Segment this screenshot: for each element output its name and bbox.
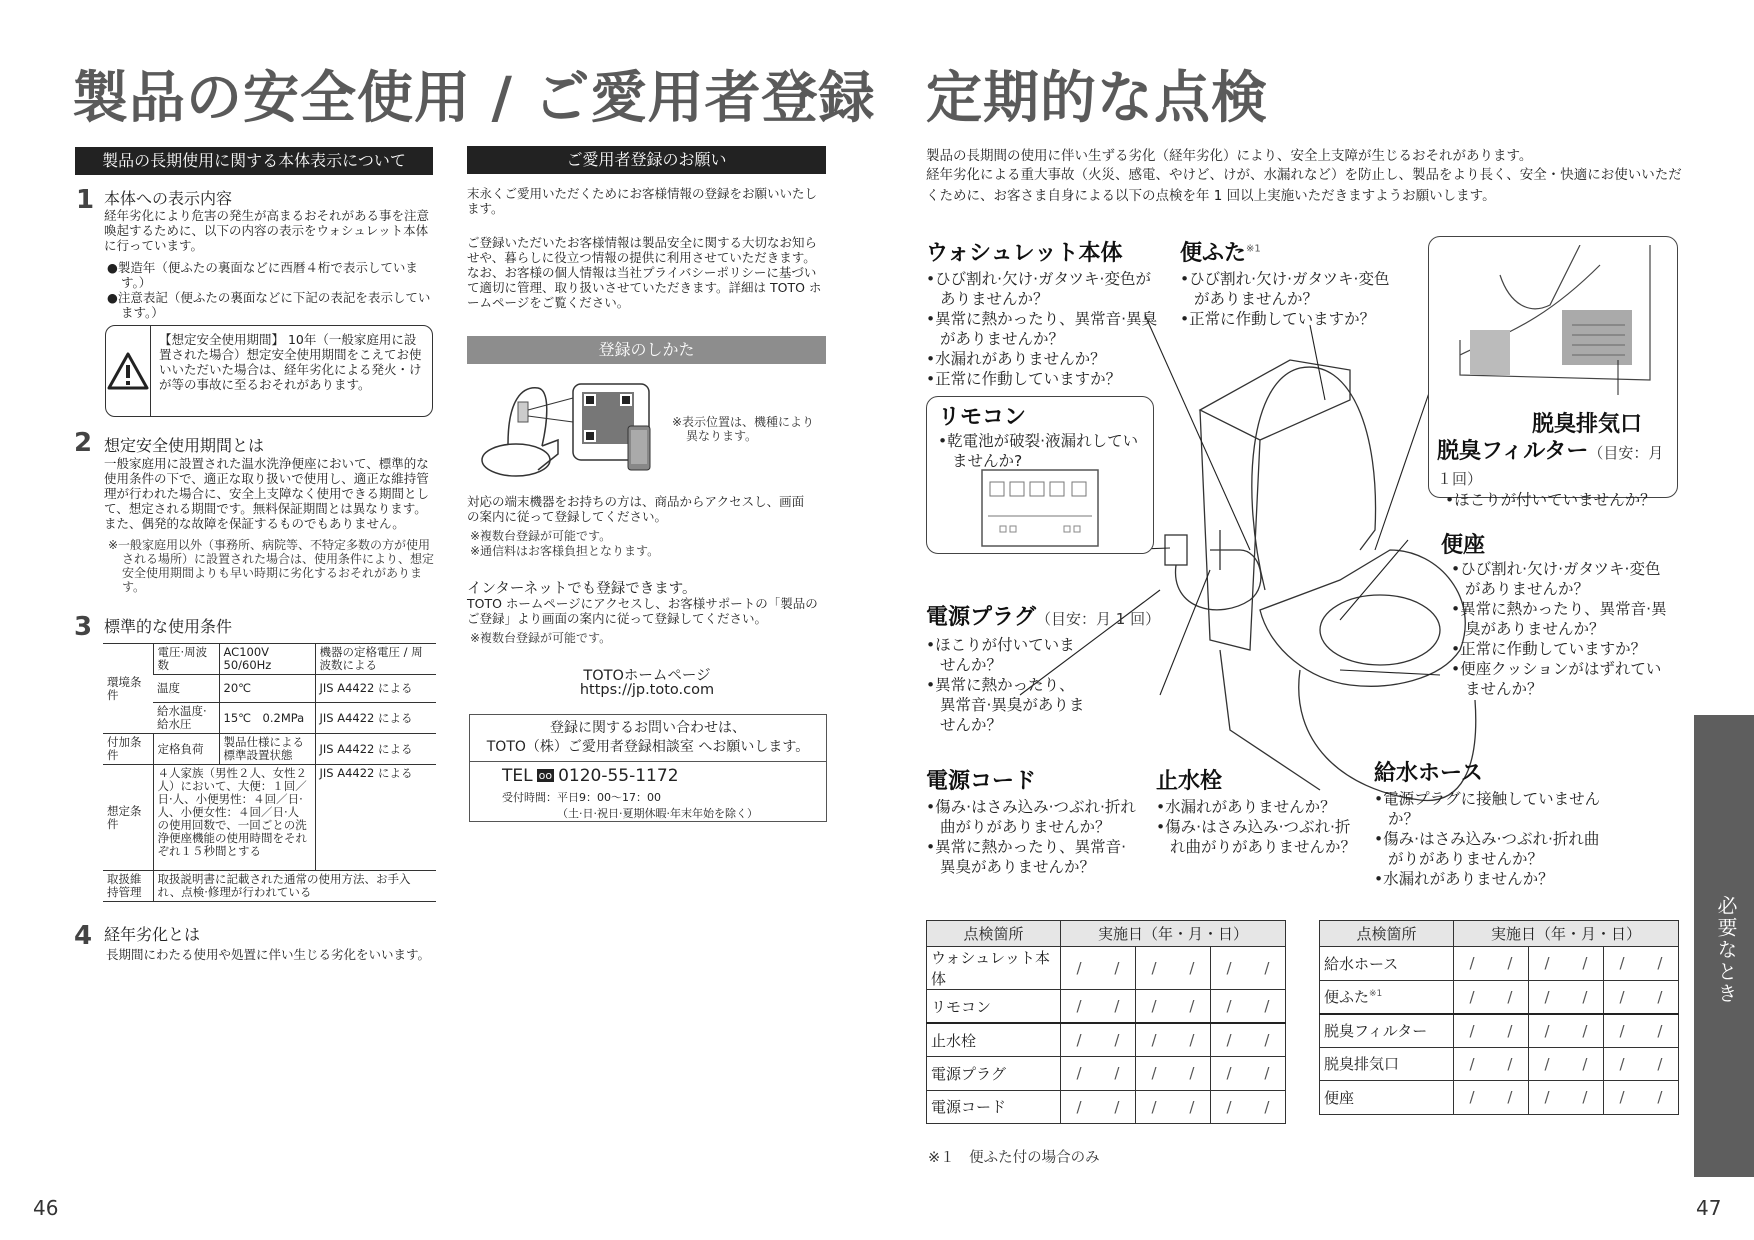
warning-label-box [105, 325, 433, 417]
col-location: 点検箇所 [927, 921, 1061, 947]
assume-condition-label: 想定条件 [103, 765, 153, 871]
add-condition-label: 付加条件 [103, 734, 153, 765]
location-note: ※表示位置は、機種により異なります。 [672, 415, 815, 443]
freedial-icon: oo [538, 769, 553, 782]
date-cell[interactable]: / / [1136, 1023, 1211, 1057]
section-4-body: 長期間にわたる使用や処置に伴い生じる劣化をいいます。 [106, 947, 431, 962]
section-1-number: 1 [76, 185, 95, 215]
date-cell[interactable]: / / [1604, 947, 1679, 981]
date-cell[interactable]: / / [1211, 947, 1286, 990]
internet-heading: インターネットでも登録できます。 [467, 581, 697, 597]
date-cell[interactable]: / / [1061, 947, 1136, 990]
table-row [927, 990, 1286, 1024]
device-note-1: ※複数台登録が可能です。 [470, 529, 612, 543]
date-cell[interactable]: / / [1454, 980, 1529, 1014]
stop-valve-item-2: •傷み·はさみ込み·つぶれ·折れ曲がりがありませんか？ [1156, 818, 1357, 856]
footnote: ※１ 便ふた付の場合のみ [928, 1150, 1100, 1166]
col-location: 点検箇所 [1320, 921, 1454, 947]
seat-heading: 便座 [1441, 533, 1486, 558]
row-label: 脱臭フィルター [1320, 1014, 1454, 1048]
date-cell[interactable]: / / [1211, 1023, 1286, 1057]
stop-valve-heading: 止水栓 [1156, 769, 1223, 794]
date-cell[interactable]: / / [1604, 980, 1679, 1014]
date-cell[interactable]: / / [1061, 990, 1136, 1024]
power-plug-item-2: •異常に熱かったり、異常音·異臭がありませんか？ [926, 676, 1085, 734]
contact-line-2: TOTO（株）ご愛用者登録相談室 へお願いします。 [486, 739, 810, 755]
intro-line-1: 製品の長期間の使用に伴い生ずる劣化（経年劣化）により、安全上支障が生じるおそれがあります。 [926, 148, 1533, 164]
date-cell[interactable]: / / [1211, 1057, 1286, 1091]
table-row [927, 1023, 1286, 1057]
registration-p2: ご登録いただいたお客様情報は製品安全に関する大切なお知らせや、暮らしに役立つ情報の提供に利用させていただきます。なお、お客様の個人情報は当社プライバシーポリシーに基づいて適切に管理、取り扱いさせていただきます。詳細は TOTO ホームページをご覧ください。 [467, 235, 822, 310]
date-cell[interactable]: / / [1529, 947, 1604, 981]
date-cell[interactable]: / / [1211, 1090, 1286, 1124]
remote-item-1: •乾電池が破裂·液漏れしていませんか? [938, 432, 1139, 470]
row-label-text: 便ふた [1324, 988, 1370, 1006]
deodor-filter-interval: （目安：月１回） [1437, 444, 1664, 488]
date-cell[interactable]: / / [1604, 1014, 1679, 1048]
washlet-item-4: •正常に作動していますか？ [926, 370, 1122, 388]
remote-callout [938, 400, 1153, 471]
date-cell[interactable]: / / [1529, 980, 1604, 1014]
power-cord-item-1: •傷み·はさみ込み·つぶれ·折れ曲がりがありませんか？ [926, 798, 1136, 836]
date-cell[interactable]: / / [1136, 1057, 1211, 1091]
table-row [1320, 947, 1679, 981]
date-cell[interactable]: / / [1529, 1014, 1604, 1048]
row-label: 止水栓 [927, 1023, 1061, 1057]
date-cell[interactable]: / / [1136, 947, 1211, 990]
col-date: 実施日（年・月・日） [1454, 921, 1679, 947]
section-2-note: ※一般家庭用以外（事務所、病院等、不特定多数の方が使用される場所）に設置された場合は、使用条件により、想定安全使用期間よりも早い時期に劣化するおそれがあります。 [108, 538, 435, 594]
power-plug-item-1: •ほこりが付いていませんか？ [926, 636, 1075, 674]
washlet-item-2: •異常に熱かったり、異常音·異臭がありませんか？ [926, 310, 1158, 348]
water-hose-item-3: •水漏れがありませんか？ [1374, 870, 1554, 888]
registration-bar: ご愛用者登録のお願い [467, 146, 826, 174]
stop-valve-callout [1156, 764, 1356, 857]
row-label: 電源プラグ [927, 1057, 1061, 1091]
how-to-register-bar: 登録のしかた [467, 336, 826, 364]
section-4-heading: 経年劣化とは [104, 925, 201, 944]
remote-illustration [980, 468, 1100, 552]
cell: 定格負荷 [153, 734, 219, 765]
table-row [1320, 1047, 1679, 1081]
tel-line[interactable] [502, 766, 794, 786]
footnote-mark: ※1 [1369, 989, 1383, 999]
power-plug-callout [926, 600, 1161, 735]
warning-triangle-icon [106, 326, 151, 416]
lid-heading: 便ふた [1180, 241, 1247, 266]
device-note-2: ※通信料はお客様負担となります。 [470, 544, 660, 558]
section-1-bullet-2: ●注意表記（便ふたの裏面などに下記の表記を表示しています。） [107, 290, 431, 320]
cell: ４人家族（男性２人、女性２人）において、大便：１回／日·人、小便男性：４回／日·人、小便女性：４回／日·人の使用回数で、一回ごとの洗浄便座機能の使用時間をそれぞれ１５秒間とする [153, 765, 315, 871]
date-cell[interactable]: / / [1604, 1047, 1679, 1081]
power-cord-callout [926, 764, 1136, 877]
date-cell[interactable]: / / [1211, 990, 1286, 1024]
homepage-url[interactable]: https://jp.toto.com [579, 682, 715, 698]
right-page-title: 定期的な点検 [926, 66, 1268, 131]
deodorizer-illustration [1440, 245, 1670, 399]
closed-days: （土·日·祝日·夏期休暇·年末年始を除く） [557, 807, 758, 820]
reception-hours: 受付時間：平日9：00～17：00 [502, 791, 661, 804]
cell: JIS A4422 による [315, 734, 436, 765]
internet-note: ※複数台登録が可能です。 [470, 631, 612, 645]
qr-code-illustration [478, 380, 668, 480]
cell: 取扱説明書に記載された通常の使用方法、お手入れ、点検·修理が行われている [153, 871, 436, 902]
cell: 給水温度·給水圧 [153, 703, 219, 734]
seat-callout [1441, 528, 1671, 699]
lid-item-2: •正常に作動していますか？ [1180, 310, 1376, 328]
seat-item-4: •便座クッションがはずれていませんか？ [1451, 660, 1662, 698]
tel-label: TEL [502, 766, 533, 786]
long-term-use-bar: 製品の長期使用に関する本体表示について [75, 147, 433, 175]
table-row [1320, 1014, 1679, 1048]
table-row [927, 1057, 1286, 1091]
date-cell[interactable]: / / [1061, 1090, 1136, 1124]
row-label: 給水ホース [1320, 947, 1454, 981]
cell: JIS A4422 による [315, 765, 436, 871]
seat-item-2: •異常に熱かったり、異常音·異臭がありませんか？ [1451, 600, 1667, 638]
washlet-item-1: •ひび割れ·欠け·ガタツキ·変色がありませんか？ [926, 270, 1151, 308]
date-cell[interactable]: / / [1454, 1047, 1529, 1081]
power-plug-heading: 電源プラグ [926, 605, 1037, 630]
section-1-bullet-1: ●製造年（便ふたの裏面などに西暦４桁で表示しています。） [107, 260, 418, 290]
deodor-filter-heading: 脱臭フィルター [1437, 439, 1589, 464]
cell: JIS A4422 による [315, 675, 436, 703]
table-row [1320, 1081, 1679, 1115]
row-label: 脱臭排気口 [1320, 1047, 1454, 1081]
homepage-label: TOTOホームページ [583, 668, 711, 684]
date-cell[interactable]: / / [1136, 990, 1211, 1024]
date-cell[interactable]: / / [1529, 1081, 1604, 1115]
section-1-body: 経年劣化により危害の発生が高まるおそれがある事を注意喚起するために、以下の内容の表示をウォシュレット本体に行っています。 [104, 208, 430, 253]
section-3-number: 3 [74, 612, 93, 642]
intro-line-2: 経年劣化による重大事故（火災、感電、やけど、けが、水漏れなど）を防止し、製品をより長く、安全・快適にお使いいただくために、お客さま自身による以下の点検を年 1 回以上実施いただきますようお願いします。 [926, 167, 1682, 204]
cell: 機器の定格電圧 / 周波数による [315, 644, 436, 675]
table-row [927, 1090, 1286, 1124]
cell: AC100V 50/60Hz [219, 644, 315, 675]
date-cell[interactable]: / / [1529, 1047, 1604, 1081]
table-row [927, 947, 1286, 990]
row-label [1320, 980, 1454, 1014]
date-cell[interactable]: / / [1454, 947, 1529, 981]
row-label: 便座 [1320, 1081, 1454, 1115]
row-label: リモコン [927, 990, 1061, 1024]
lid-callout [1180, 236, 1390, 329]
usage-conditions-table [103, 643, 436, 902]
table-row [1320, 980, 1679, 1014]
water-hose-heading: 給水ホース [1374, 761, 1483, 786]
water-hose-callout [1374, 756, 1614, 889]
row-label: ウォシュレット本体 [927, 947, 1061, 990]
lid-footnote-mark: ※1 [1246, 243, 1261, 255]
power-plug-interval: （目安：月 1 回） [1036, 610, 1161, 628]
power-cord-heading: 電源コード [926, 769, 1037, 794]
side-tab-label: 必要なとき [1714, 895, 1738, 1005]
deodor-filter-callout [1437, 434, 1677, 510]
maintenance-label: 取扱維持管理 [103, 871, 153, 902]
seat-item-1: •ひび割れ·欠け·ガタツキ·変色がありませんか？ [1451, 560, 1661, 598]
inspection-table-left [926, 920, 1286, 1124]
warning-text: 【想定安全使用期間】 10年（一般家庭用に設置された場合）想定安全使用期間をこえてお使いいただいた場合は、経年劣化による発火・けが等の事故に至るおそれがあります。 [159, 332, 422, 392]
cell: JIS A4422 による [315, 703, 436, 734]
washlet-body-callout [926, 236, 1166, 389]
stop-valve-item-1: •水漏れがありませんか？ [1156, 798, 1336, 816]
washlet-item-3: •水漏れがありませんか？ [926, 350, 1106, 368]
date-cell[interactable]: / / [1454, 1014, 1529, 1048]
date-cell[interactable]: / / [1136, 1090, 1211, 1124]
contact-box [469, 714, 827, 822]
section-1-heading: 本体への表示内容 [104, 189, 233, 208]
deodor-filter-item-1: •ほこりが付いていませんか？ [1445, 491, 1656, 509]
registration-p1: 末永くご愛用いただくためにお客様情報の登録をお願いいたします。 [467, 186, 818, 216]
env-condition-label: 環境条件 [103, 644, 153, 734]
date-cell[interactable]: / / [1061, 1057, 1136, 1091]
side-tab[interactable] [1694, 715, 1754, 1177]
power-cord-item-2: •異常に熱かったり、異常音·異臭がありませんか？ [926, 838, 1127, 876]
remote-heading: リモコン [938, 405, 1027, 430]
deodor-exhaust-heading: 脱臭排気口 [1532, 412, 1643, 437]
cell: 電圧·周波数 [153, 644, 219, 675]
row-label: 電源コード [927, 1090, 1061, 1124]
col-date: 実施日（年・月・日） [1061, 921, 1286, 947]
cell: 20℃ [219, 675, 315, 703]
left-page-title: 製品の安全使用 / ご愛用者登録 [72, 66, 876, 131]
section-2-body: 一般家庭用に設置された温水洗浄便座において、標準的な使用条件の下で、適正な取り扱いで使用し、適正な維持管理が行われた場合に、安全上支障なく使用できる期間として、想定される期間です。無料保証期間とは異なります。また、偶発的な故障を保証するものでもありません。 [104, 456, 430, 531]
cell: 温度 [153, 675, 219, 703]
water-hose-item-1: •電源プラグに接触していませんか？ [1374, 790, 1601, 828]
date-cell[interactable]: / / [1604, 1081, 1679, 1115]
seat-item-3: •正常に作動していますか？ [1451, 640, 1647, 658]
section-4-number: 4 [74, 921, 93, 951]
section-2-heading: 想定安全使用期間とは [104, 436, 265, 455]
tel-number[interactable]: 0120-55-1172 [558, 766, 679, 786]
contact-line-1: 登録に関するお問い合わせは、 [550, 720, 746, 736]
water-hose-item-2: •傷み·はさみ込み·つぶれ·折れ曲がりがありませんか？ [1374, 830, 1600, 868]
date-cell[interactable]: / / [1061, 1023, 1136, 1057]
date-cell[interactable]: / / [1454, 1081, 1529, 1115]
cell: 15℃ 0.2MPa [219, 703, 315, 734]
lid-item-1: •ひび割れ·欠け·ガタツキ·変色がありませんか？ [1180, 270, 1390, 308]
page-number-left: 46 [33, 1196, 59, 1220]
device-text: 対応の端末機器をお持ちの方は、商品からアクセスし、画面の案内に従って登録してください。 [467, 494, 805, 524]
page-number-right: 47 [1696, 1196, 1722, 1220]
inspection-table-right [1319, 920, 1679, 1115]
cell: 製品仕様による標準設置状態 [219, 734, 315, 765]
section-2-number: 2 [74, 428, 93, 458]
internet-text: TOTO ホームページにアクセスし、お客様サポートの「製品のご登録」より画面の案内に従って登録してください。 [467, 596, 818, 626]
washlet-body-heading: ウォシュレット本体 [926, 241, 1123, 266]
section-3-heading: 標準的な使用条件 [104, 617, 233, 636]
